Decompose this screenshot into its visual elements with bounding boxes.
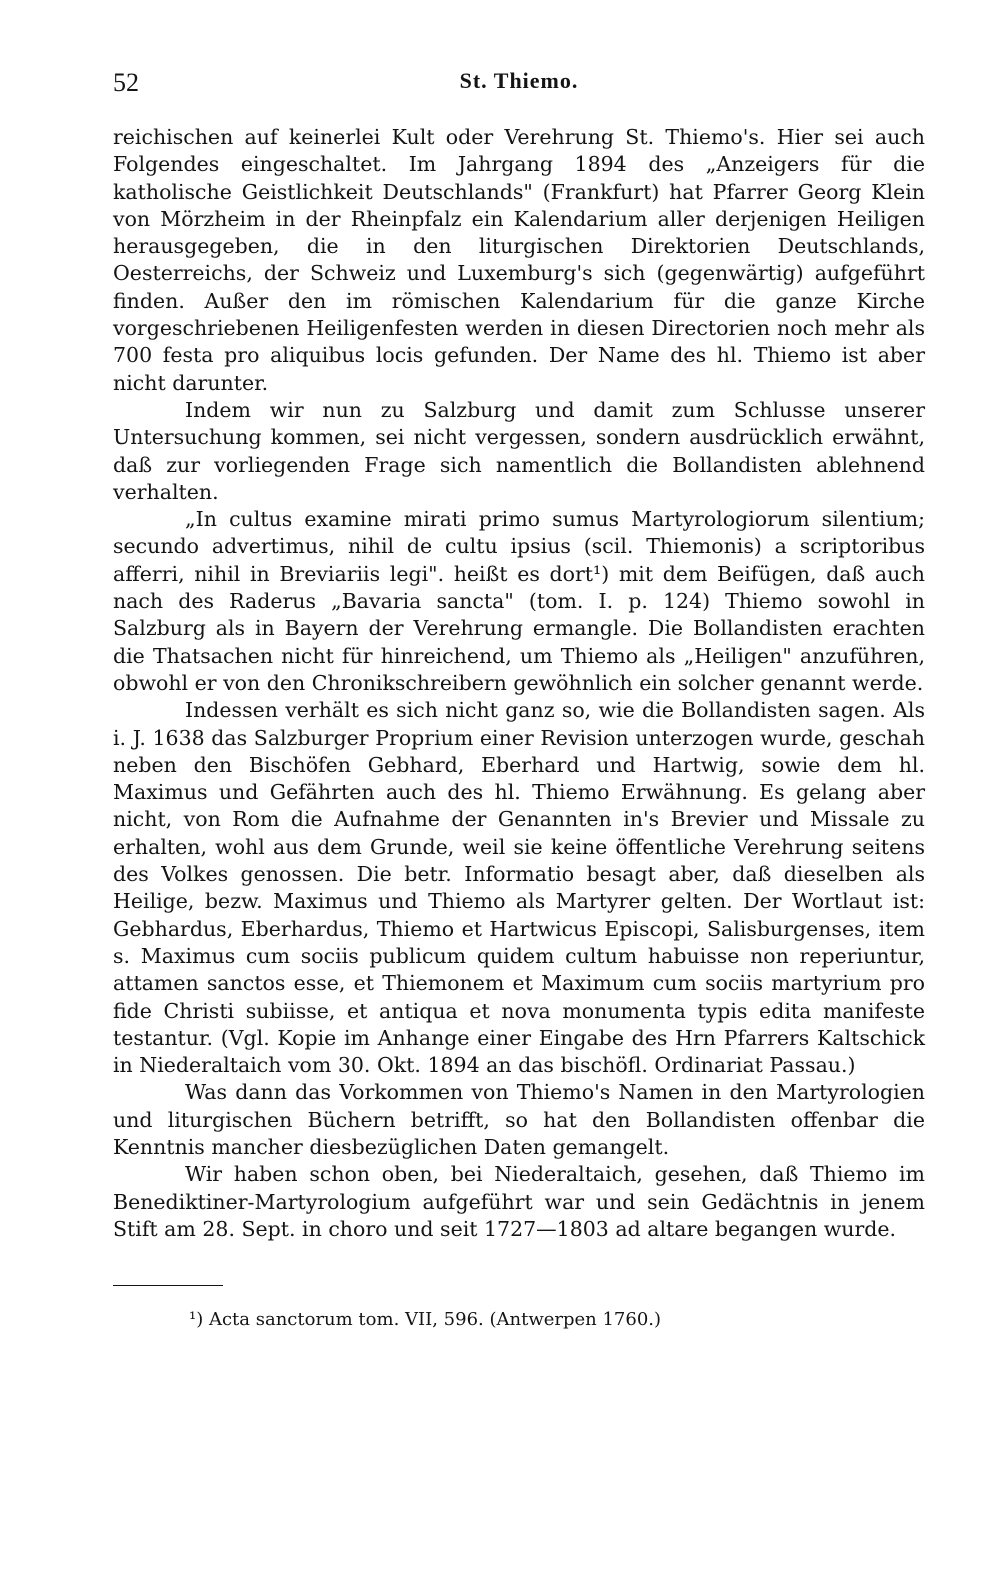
- book-page: [113, 60, 925, 1332]
- footnote-rule: [113, 1285, 223, 1286]
- body-text: [113, 124, 925, 1243]
- page-number: 52: [113, 68, 139, 97]
- paragraph-niederaltaich: Wir haben schon oben, bei Niederaltaich, gesehen, daß Thiemo im Benediktiner-Martyrologium aufgeführt war und sein Gedächtnis in jenem Stift am 28. Sept. in choro und seit 1727—1803 ad altare begangen wurde.: [113, 1162, 925, 1241]
- paragraph-bollandist-quote: „In cultus examine mirati primo sumus Martyrologiorum silentium; secundo advertimus, nihil de cultu ipsius (scil. Thiemonis) a scriptoribus afferri, nihil in Breviariis legi". heißt es dort¹) mit dem Beifügen, daß auch nach des Raderus „Bavaria sancta" (tom. I. p. 124) Thiemo sowohl in Salzburg als in Bayern der Verehrung ermangle. Die Bollandisten erachten die Thatsachen nicht für hinreichend, um Thiemo als „Heiligen" anzuführen, obwohl er von den Chronikschreibern gewöhnlich ein solcher genannt werde.: [113, 507, 925, 695]
- paragraph-proprium: Indessen verhält es sich nicht ganz so, wie die Bollandisten sagen. Als i. J. 1638 das Salzburger Proprium einer Revision unterzogen wurde, geschah neben den Bischöfen Gebhard, Eberhard und Hartwig, sowie dem hl. Maximus und Gefährten auch des hl. Thiemo Erwähnung. Es gelang aber nicht, von Rom die Aufnahme der Genannten in's Brevier und Missale zu erhalten, wohl aus dem Grunde, weil sie keine öffentliche Verehrung seitens des Volkes genossen. Die betr. Informatio besagt aber, daß dieselben als Heilige, bezw. Maximus und Thiemo als Martyrer gelten. Der Wortlaut ist: Gebhardus, Eberhardus, Thiemo et Hartwicus Episcopi, Salisburgenses, item s. Maximus cum sociis publicum quidem cultum habuisse non reperiuntur, attamen sanctos esse, et Thiemonem et Maximum cum sociis martyrium pro fide Christi subiisse, et antiqua et nova monumenta typis edita manifeste testantur. (Vgl. Kopie im Anhange einer Eingabe des Hrn Pfarrers Kaltschick in Niederaltaich vom 30. Okt. 1894 an das bischöfl. Ordinariat Passau.): [113, 698, 925, 1078]
- paragraph-martyrologies: Was dann das Vorkommen von Thiemo's Namen in den Martyrologien und liturgischen Büchern betrifft, so hat den Bollandisten offenbar die Kenntnis mancher diesbezüglichen Daten gemangelt.: [113, 1080, 925, 1159]
- footnote: ¹) Acta sanctorum tom. VII, 596. (Antwerpen 1760.): [189, 1309, 662, 1331]
- paragraph-salzburg: Indem wir nun zu Salzburg und damit zum Schlusse unserer Untersuchung kommen, sei nicht vergessen, sondern ausdrücklich erwähnt, daß zur vorliegenden Frage sich namentlich die Bollandisten ablehnend verhalten.: [113, 397, 925, 504]
- paragraph-continuation: reichischen auf keinerlei Kult oder Verehrung St. Thiemo's. Hier sei auch Folgendes eingeschaltet. Im Jahrgang 1894 des „Anzeigers für die katholische Geistlichkeit Deutschlands" (Frankfurt) hat Pfarrer Georg Klein von Mörzheim in der Rheinpfalz ein Kalendarium aller derjenigen Heiligen herausgegeben, die in den liturgischen Direktorien Deutschlands, Oesterreichs, der Schweiz und Luxemburg's sich (gegenwärtig) aufgeführt finden. Außer den im römischen Kalendarium für die ganze Kirche vorgeschriebenen Heiligenfesten werden in diesen Directorien noch mehr als 700 festa pro aliquibus locis gefunden. Der Name des hl. Thiemo ist aber nicht darunter.: [113, 125, 925, 395]
- running-head: St. Thiemo.: [459, 68, 579, 93]
- page-header: [113, 60, 925, 100]
